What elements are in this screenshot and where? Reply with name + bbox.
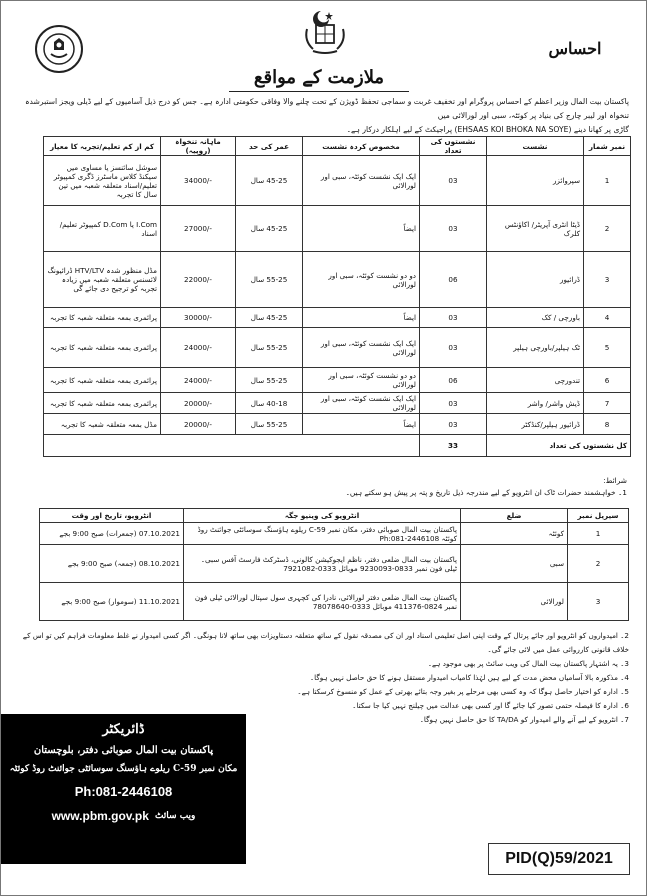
total-label: کل نشستوں کی تعداد [487, 435, 631, 457]
cell-salary: 20000/- [161, 414, 236, 435]
table-row [40, 545, 629, 583]
total-blank [44, 435, 420, 457]
cell-count: 03 [420, 328, 487, 368]
cell-serial: 2 [584, 206, 631, 252]
cell-serial: 6 [584, 368, 631, 393]
col-serial: نمبر شمار [584, 137, 631, 156]
cell-count: 03 [420, 156, 487, 206]
cell-count: 06 [420, 252, 487, 308]
note-item: 2۔ امیدواروں کو انٹرویو اور جائے پرتال کے وقت اپنی اصل تعلیمی اسناد اور ان کی مصدقہ نقول کے ساتھ متعلقہ دستاویزات بھی ساتھ لانا ہونگی۔ اگر کسی امیدوار نے غلط معلومات فراہم کیں تو اس کے خلاف قانونی کارروائی عمل میں لائی جائے گی۔ [22, 631, 629, 654]
director-office: پاکستان بیت المال صوبائی دفتر، بلوچستان [33, 745, 214, 756]
cell-age: 55-25 سال [236, 328, 303, 368]
jobs-table [43, 136, 631, 457]
col-post: نشست [487, 137, 584, 156]
cell-criteria: پرائمری بمعہ متعلقہ شعبہ کا تجربہ [44, 368, 161, 393]
cell-count: 06 [420, 368, 487, 393]
cell-age: 45-25 سال [236, 156, 303, 206]
cell-salary: 24000/- [161, 368, 236, 393]
interview-table [39, 508, 629, 621]
cell-district: سبی [461, 545, 568, 583]
table-row [44, 308, 631, 328]
pid-number: PID(Q)59/2021 [488, 843, 630, 875]
intro-line: گاڑی پر کھانا دینے (EHSAAS KOI BHOKA NA SOYE) پراجیکٹ کے لیے اہلکار درکار ہے۔ [346, 125, 629, 134]
cell-serial: 1 [584, 156, 631, 206]
cell-serial: 2 [568, 545, 629, 583]
cell-salary: 22000/- [161, 252, 236, 308]
conditions-section [17, 475, 627, 499]
cell-age: 40-18 سال [236, 393, 303, 414]
cell-post: باورچی / کک [487, 308, 584, 328]
cell-serial: 3 [584, 252, 631, 308]
cell-reserved: ایضاً [303, 414, 420, 435]
cell-age: 55-25 سال [236, 414, 303, 435]
cell-serial: 8 [584, 414, 631, 435]
table-row [44, 414, 631, 435]
intro-paragraph [17, 95, 629, 137]
cell-count: 03 [420, 414, 487, 435]
col-venue: انٹرویو کی وینیو جگہ [184, 509, 461, 523]
director-contact-box [1, 714, 246, 864]
conditions-title: شرائط: [603, 476, 627, 485]
note-item: 3۔ یہ اشتہار پاکستان بیت المال کی ویب سائٹ پر بھی موجود ہے۔ [427, 659, 629, 668]
cell-reserved: دو دو نشست کوئٹہ، سبی اور لورالائی [303, 252, 420, 308]
director-website[interactable]: www.pbm.gov.pk [51, 809, 149, 823]
cell-post: تندورچی [487, 368, 584, 393]
table-row [44, 328, 631, 368]
cell-salary: 20000/- [161, 393, 236, 414]
website-label: ویب سائٹ [154, 811, 196, 821]
cell-post: ٹک ہیلپر/باورچی ہیلپر [487, 328, 584, 368]
cell-post: ڈیٹا انٹری آپریٹر/ اکاؤنٹس کلرک [487, 206, 584, 252]
cell-criteria: پرائمری بمعہ متعلقہ شعبہ کا تجربہ [44, 393, 161, 414]
cell-datetime: 07.10.2021 (جمعرات) صبح 9:00 بجے [40, 523, 184, 545]
table-row [44, 206, 631, 252]
cell-count: 03 [420, 308, 487, 328]
government-crest-icon [35, 25, 83, 73]
cell-criteria: I.Com یا D.Com کمپیوٹر تعلیم/اسناد [44, 206, 161, 252]
cell-count: 03 [420, 393, 487, 414]
director-phone: Ph:081-2446108 [74, 784, 173, 799]
cell-district: کوئٹہ [461, 523, 568, 545]
pakistan-emblem-icon [299, 7, 351, 59]
cell-reserved: ایک ایک نشست کوئٹہ، سبی اور لورالائی [303, 156, 420, 206]
cell-post: ڈرائیور ہیلپر/کنڈکٹر [487, 414, 584, 435]
cell-post: ڈرائیور [487, 252, 584, 308]
table-row [44, 252, 631, 308]
col-criteria: کم از کم تعلیم/تجربہ کا معیار [44, 137, 161, 156]
col-reserved: مخصوص کردہ نشست [303, 137, 420, 156]
cell-criteria: مڈل بمعہ متعلقہ شعبہ کا تجربہ [44, 414, 161, 435]
cell-count: 03 [420, 206, 487, 252]
cell-reserved: دو دو نشست کوئٹہ، سبی اور لورالائی [303, 368, 420, 393]
table-row [44, 393, 631, 414]
note-item: 6۔ ادارہ کا فیصلہ حتمی تصور کیا جائے گا اور کسی بھی عدالت میں چیلنج نہیں کیا جا سکتا۔ [352, 701, 629, 710]
table-row [44, 368, 631, 393]
cell-criteria: پرائمری بمعہ متعلقہ شعبہ کا تجربہ [44, 328, 161, 368]
director-website-row [1, 809, 246, 823]
total-value: 33 [420, 435, 487, 457]
col-count: نشستوں کی تعداد [420, 137, 487, 156]
condition-item: 1۔ خواہشمند حضرات ٹاک ان انٹرویو کے لیے مندرجہ ذیل تاریخ و پتہ پر پیش ہو سکتے ہیں۔ [345, 488, 627, 497]
cell-salary: 30000/- [161, 308, 236, 328]
note-item: 5۔ ادارہ کو اختیار حاصل ہوگا کہ وہ کسی بھی مرحلے پر بغیر وجہ بتائے بھرتی کے عمل کو منسوخ کرسکتا ہے۔ [297, 687, 629, 696]
cell-reserved: ایضاً [303, 206, 420, 252]
cell-post: ڈیش واشر/ واشر [487, 393, 584, 414]
cell-serial: 4 [584, 308, 631, 328]
director-title: ڈائریکٹر [102, 722, 145, 737]
col-datetime: انٹرویو، تاریخ اور وقت [40, 509, 184, 523]
cell-salary: 24000/- [161, 328, 236, 368]
cell-datetime: 11.10.2021 (سوموار) صبح 9:00 بجے [40, 583, 184, 621]
cell-salary: 27000/- [161, 206, 236, 252]
cell-salary: 34000/- [161, 156, 236, 206]
cell-age: 55-25 سال [236, 252, 303, 308]
cell-venue: پاکستان بیت المال ضلعی دفتر لورالائی، نادرا کی کچہری سول سپتال لورالائی ٹیلی فون نمبر 0824-411376 موبائل 0333-78078640 [184, 583, 461, 621]
col-age: عمر کی حد [236, 137, 303, 156]
note-item: 7۔ انٹرویو کے لیے آنے والے امیدوار کو TA/DA کا حق حاصل نہیں ہوگا۔ [419, 715, 629, 724]
table-row [40, 583, 629, 621]
ehsaas-logo: احساس [548, 38, 602, 58]
total-row [44, 435, 631, 457]
jobs-table-header [44, 137, 631, 156]
cell-serial: 3 [568, 583, 629, 621]
cell-age: 45-25 سال [236, 206, 303, 252]
table-row [40, 523, 629, 545]
cell-reserved: ایک ایک نشست کوئٹہ، سبی اور لورالائی [303, 328, 420, 368]
cell-venue: پاکستان بیت المال ضلعی دفتر، ناظم ایجوکیشن کالونی، ڈسٹرکٹ فارسٹ آفس سبی۔ ٹیلی فون نمبر 0833-9230093 موبائل 0333-7921082 [184, 545, 461, 583]
cell-reserved: ایک ایک نشست کوئٹہ، سبی اور لورالائی [303, 393, 420, 414]
cell-serial: 5 [584, 328, 631, 368]
page-title: ملازمت کے مواقع [229, 65, 409, 92]
cell-datetime: 08.10.2021 (جمعہ) صبح 9:00 بجے [40, 545, 184, 583]
cell-serial: 7 [584, 393, 631, 414]
interview-table-header [40, 509, 629, 523]
col-district: ضلع [461, 509, 568, 523]
cell-post: سپروائزر [487, 156, 584, 206]
cell-age: 55-25 سال [236, 368, 303, 393]
note-item: 4۔ مذکورہ بالا آسامیاں محض مدت کے لیے ہیں لہٰذا کامیاب امیدوار مستقل ہونے کا حق حاصل نہیں ہوگا۔ [309, 673, 629, 682]
col-salary: ماہانہ تنخواہ (روپیہ) [161, 137, 236, 156]
cell-criteria: مڈل منظور شدہ HTV/LTV ڈرائیونگ لائسنس متعلقہ شعبہ میں زیادہ تجربہ کو ترجیح دی جائے گی [44, 252, 161, 308]
notes-section [17, 629, 629, 727]
cell-serial: 1 [568, 523, 629, 545]
cell-reserved: ایضاً [303, 308, 420, 328]
cell-criteria: پرائمری بمعہ متعلقہ شعبہ کا تجربہ [44, 308, 161, 328]
director-address: مکان نمبر C-59 ریلوے ہاؤسنگ سوسائٹی جوائنٹ روڈ کوئٹہ [9, 764, 238, 774]
col-serial: سیریل نمبر [568, 509, 629, 523]
cell-venue: پاکستان بیت المال صوبائی دفتر، مکان نمبر 59-C ریلوے ہاؤسنگ سوسائٹی جوائنٹ روڈ کوئٹہ Ph:081-2446108 [184, 523, 461, 545]
intro-line: پاکستان بیت المال وزیر اعظم کے احساس پروگرام اور تخفیف غربت و سماجی تحفظ ڈویژن کے تحت چلنے والا وفاقی حکومتی ادارہ ہے۔ جس کو درج ذیل آسامیوں کے لیے ڈیلی ویجز استبرشدہ تنخواہ اور لیبر چارج کی بنیاد پر کوئٹہ، سبی اور لورالائی میں [25, 97, 629, 120]
cell-criteria: سوشل سائنسز یا مساوی میں سیکنڈ کلاس ماسٹرز ڈگری کمپیوٹر تعلیم/اسناد متعلقہ شعبہ میں تین سال کا تجربہ [44, 156, 161, 206]
cell-age: 45-25 سال [236, 308, 303, 328]
cell-district: لورالائی [461, 583, 568, 621]
table-row [44, 156, 631, 206]
